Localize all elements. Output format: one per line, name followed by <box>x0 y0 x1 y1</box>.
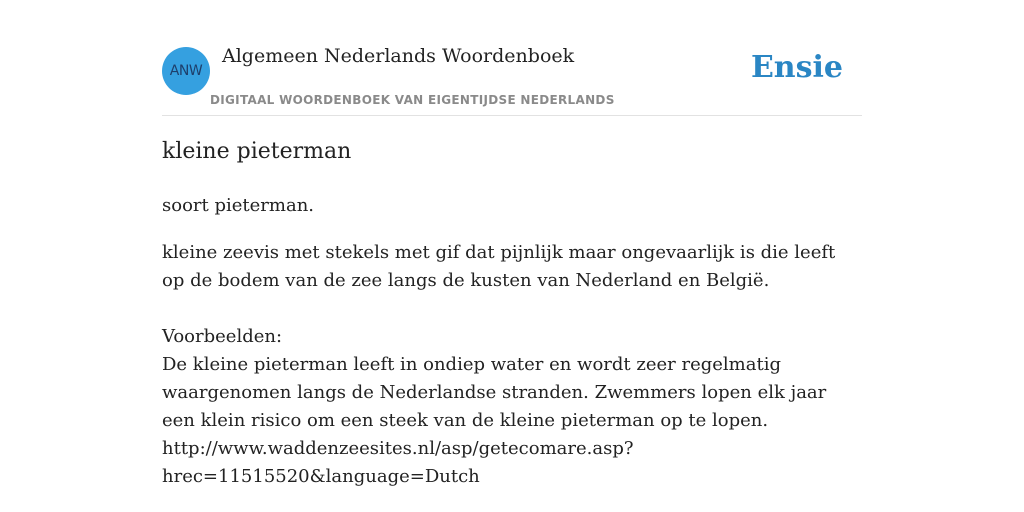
anw-logo[interactable]: ANW <box>162 47 210 95</box>
examples-label: Voorbeelden: <box>162 326 283 347</box>
site-title[interactable]: Algemeen Nederlands Woordenboek <box>222 45 575 67</box>
header <box>162 0 862 116</box>
entry-title: kleine pieterman <box>162 139 352 164</box>
site-subtitle: DIGITAAL WOORDENBOEK VAN EIGENTIJDSE NEDERLANDS <box>210 93 615 107</box>
entry-card <box>162 0 862 512</box>
short-definition: soort pieterman. <box>162 195 315 216</box>
definition-text: kleine zeevis met stekels met gif dat pijnlijk maar ongevaarlijk is die leeft op de bodem van de zee langs de kusten van Nederland en België. <box>162 242 836 291</box>
source-url-line-2: hrec=11515520&language=Dutch <box>162 466 480 487</box>
source-url-line-1: http://www.waddenzeesites.nl/asp/getecomare.asp? <box>162 438 634 459</box>
example-text: De kleine pieterman leeft in ondiep water en wordt zeer regelmatig waargenomen langs de Nederlandse stranden. Zwemmers lopen elk jaar een klein risico om een steek van de kleine pieterman op te lopen. <box>162 354 827 431</box>
examples-section <box>162 323 862 491</box>
ensie-brand-logo[interactable]: Ensie <box>750 50 843 85</box>
